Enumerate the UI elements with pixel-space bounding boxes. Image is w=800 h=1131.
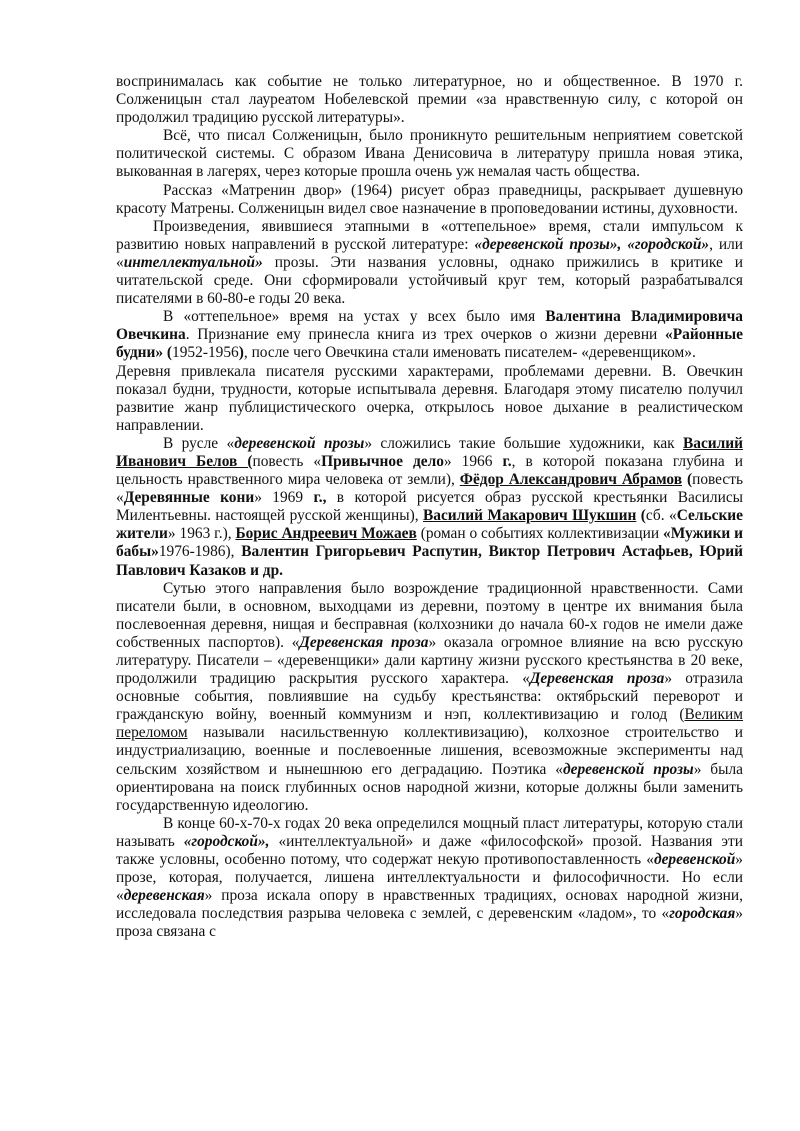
paragraph-4: Произведения, явившиеся этапными в «оттепельное» время, стали импульсом к развитию новых направлений в русской литературе: «деревенской прозы», «городской», или «интеллектуальной» прозы. Эти названия условны, однако прижились в критике и читательской среде. Они сформировали устойчивый круг тем, который разрабатывался писателями в 60-80-е годы 20 века. <box>116 217 743 308</box>
paragraph-9: В конце 60-х-70-х годах 20 века определился мощный пласт литературы, которую стали называть «городской», «интеллектуальной» и даже «философской» прозой. Названия эти также условны, особенно потому, что содержат некую противопоставленность «деревенской» прозе, которая, получается, лишена интеллектуальности и философичности. Но если «деревенская» проза искала опору в нравственных традициях, основах народной жизни, исследовала последствия разрыва человека с землей, с деревенским «ладом», то «городская» проза связана с <box>116 814 743 941</box>
paragraph-7: В русле «деревенской прозы» сложились такие большие художники, как Василий Иванович Белов (повесть «Привычное дело» 1966 г., в которой показана глубина и цельность нравственного мира человека от земли), Фёдор Александрович Абрамов (повесть «Деревянные кони» 1969 г., в которой рисуется образ русской крестьянки Василисы Милентьевны. настоящей русской женщины), Василий Макарович Шукшин (сб. «Сельские жители» 1963 г.), Борис Андреевич Можаев (роман о событиях коллективизации «Мужики и бабы»1976-1986), Валентин Григорьевич Распутин, Виктор Петрович Астафьев, Юрий Павлович Казаков и др. <box>116 434 744 579</box>
paragraph-1: воспринималась как событие не только литературное, но и общественное. В 1970 г. Солженицын стал лауреатом Нобелевской премии «за нравственную силу, с которой он продолжил традицию русской литературы». <box>116 73 743 127</box>
paragraph-3: Рассказ «Матренин двор» (1964) рисует образ праведницы, раскрывает душевную красоту Матрены. Солженицын видел свое назначение в проповедовании истины, духовности. <box>116 181 743 217</box>
document-page <box>116 73 743 942</box>
paragraph-5: В «оттепельное» время на устах у всех было имя Валентина Владимировича Овечкина. Признание ему принесла книга из трех очерков о жизни деревни «Районные будни» (1952-1956), после чего Овечкина стали именовать писателем- «деревенщиком». <box>116 308 743 362</box>
paragraph-2: Всё, что писал Солженицын, было проникнуто решительным неприятием советской политической системы. С образом Ивана Денисовича в литературу пришла новая этика, выкованная в лагерях, через которые прошла очень уж немалая часть общества. <box>116 127 743 181</box>
paragraph-6: Деревня привлекала писателя русскими характерами, проблемами деревни. В. Овечкин показал будни, трудности, которые испытывала деревня. Благодаря этому писателю получил развитие жанр публицистического очерка, открылось новое дыхание в реалистическом направлении. <box>116 362 743 434</box>
paragraph-8: Сутью этого направления было возрождение традиционной нравственности. Сами писатели были, в основном, выходцами из деревни, поэтому в центре их внимания была послевоенная деревня, нищая и бесправная (колхозники до начала 60-х годов не имели даже собственных паспортов). «Деревенская проза» оказала огромное влияние на всю русскую литературу. Писатели – «деревенщики» дали картину жизни русского крестьянства в 20 веке, продолжили традицию раскрытия русского характера. «Деревенская проза» отразила основные события, повлиявшие на судьбу крестьянства: октябрьский переворот и гражданскую войну, военный коммунизм и нэп, коллективизацию и голод (Великим переломом называли насильственную коллективизацию), колхозное строительство и индустриализацию, военные и послевоенные лишения, всевозможные эксперименты над сельским хозяйством и нынешнюю его деградацию. Поэтика «деревенской прозы» была ориентирована на поиск глубинных основ народной жизни, которые должны были заменить государственную идеологию. <box>116 579 743 814</box>
